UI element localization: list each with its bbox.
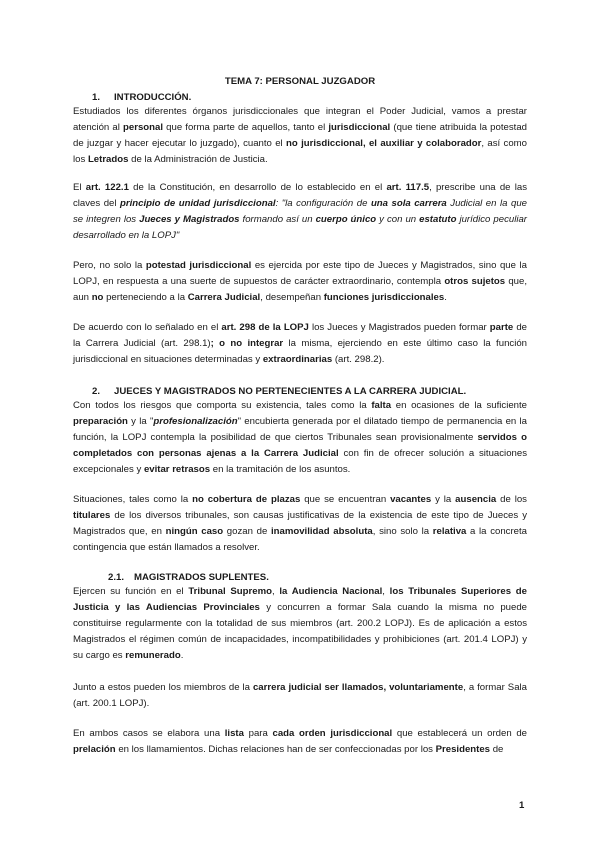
- section-title: JUECES Y MAGISTRADOS NO PERTENECIENTES A LA CARRERA JUDICIAL.: [114, 386, 467, 397]
- text-run: una sola carrera: [370, 198, 447, 209]
- text-run: y concurren a formar Sala cuando la misma no puede constituirse regularmente con la totalidad de sus miembros (art. 200.2 LOPJ). Es de aplicación a estos Magistrados el régimen común de incapacidades, incompatibilidades y prohibiciones (art. 201.4 LOPJ) y su cargo es: [73, 602, 528, 661]
- text-run: Jueces y Magistrados: [139, 214, 240, 225]
- text-run: El: [73, 182, 86, 193]
- text-run: falta: [371, 400, 392, 411]
- text-run: en ocasiones de la suficiente: [391, 400, 527, 411]
- text-run: de la Constitución, en desarrollo de lo establecido en el: [128, 182, 387, 193]
- section-title: MAGISTRADOS SUPLENTES.: [134, 572, 269, 583]
- text-run: , así como los: [73, 138, 528, 165]
- text-run: profesionalización: [153, 416, 238, 427]
- document-title: TEMA 7: PERSONAL JUZGADOR: [224, 76, 376, 87]
- text-run: jurídico peculiar desarrollado en la LOPJ": [73, 214, 527, 241]
- text-run: lista: [224, 728, 244, 739]
- text-run: que forma parte de aquellos, tanto el: [163, 122, 329, 133]
- text-run: gozan de: [223, 526, 271, 537]
- text-run: no cobertura de plazas: [192, 494, 301, 505]
- text-run: de la Carrera Judicial (art. 298.1): [73, 322, 528, 349]
- text-run: Judicial en la que se integren los: [73, 198, 527, 225]
- text-run: , prescribe una de las claves del: [73, 182, 527, 209]
- text-run: ,: [382, 586, 390, 597]
- text-run: vacantes: [390, 494, 432, 505]
- text-run: es ejercida por este tipo de Jueces y Magistrados, sino que la LOPJ, en respuesta a una suerte de supuestos de carácter extraordinario, contempla: [73, 260, 527, 287]
- text-run: funciones jurisdiccionales: [323, 292, 445, 303]
- text-run: de los diversos tribunales, son causas justificativas de la existencia de este tipo de Jueces y Magistrados que, en: [73, 510, 527, 537]
- section-number: 1.: [92, 92, 101, 103]
- text-run: de los: [496, 494, 527, 505]
- text-run: remunerado: [125, 650, 181, 661]
- text-run: Estudiados los diferentes órganos jurisdiccionales que integran el Poder Judicial, vamos a prestar atención al: [73, 106, 527, 133]
- paragraph: [73, 320, 527, 368]
- text-run: (art. 298.2).: [332, 354, 385, 365]
- text-run: otros sujetos: [444, 276, 506, 287]
- text-run: titulares: [73, 510, 111, 521]
- text-run: Junto a estos pueden los miembros de la: [73, 682, 253, 693]
- paragraph: [73, 180, 527, 244]
- text-run: art. 122.1: [85, 182, 129, 193]
- text-run: parte: [489, 322, 514, 333]
- section-heading-magistrados-suplentes: [108, 572, 269, 583]
- text-run: ; o no integrar: [210, 338, 284, 349]
- text-run: los Tribunales Superiores de Justicia y las Audiencias Provinciales: [73, 586, 527, 613]
- text-run: Tribunal Supremo: [188, 586, 272, 597]
- text-run: personal: [123, 122, 164, 133]
- section-number: 2.: [92, 386, 101, 397]
- text-run: extraordinarias: [262, 354, 333, 365]
- text-run: evitar retrasos: [143, 464, 211, 475]
- section-number: 2.1.: [108, 572, 125, 583]
- text-run: .: [180, 650, 184, 661]
- text-run: Con todos los riesgos que comporta su existencia, tales como la: [73, 400, 372, 411]
- text-run: ningún caso: [165, 526, 224, 537]
- text-run: de la Administración de Justicia.: [128, 154, 268, 165]
- text-run: cada orden jurisdiccional: [272, 728, 393, 739]
- text-run: relativa: [432, 526, 467, 537]
- text-run: con fin de ofrecer solución a situaciones excepcionales y: [73, 448, 527, 475]
- section-title: INTRODUCCIÓN.: [114, 92, 192, 103]
- text-run: en los llamamientos. Dichas relaciones han de ser confeccionadas por los: [115, 744, 436, 755]
- text-run: art. 298 de la LOPJ: [221, 322, 309, 333]
- text-run: Letrados: [87, 154, 129, 165]
- text-run: los Jueces y Magistrados pueden formar: [308, 322, 490, 333]
- text-run: Carrera Judicial: [187, 292, 261, 303]
- text-run: la Audiencia Nacional: [279, 586, 383, 597]
- text-run: Situaciones, tales como la: [73, 494, 193, 505]
- text-run: Pero, no solo la: [73, 260, 146, 271]
- text-run: estatuto: [419, 214, 457, 225]
- text-run: de: [490, 744, 504, 755]
- text-run: no: [91, 292, 104, 303]
- text-run: ,: [271, 586, 280, 597]
- text-run: a la concreta contingencia que están llamados a resolver.: [73, 526, 527, 553]
- text-run: la misma, ejerciendo en este último caso la función jurisdiccional en situaciones determinadas y: [73, 338, 527, 365]
- text-run: : ": [275, 198, 286, 209]
- text-run: la configuración de: [285, 198, 371, 209]
- page-number: 1: [519, 800, 525, 811]
- paragraph: [73, 584, 527, 664]
- text-run: carrera judicial ser llamados, voluntariamente: [252, 682, 464, 693]
- text-run: principio de unidad jurisdiccional: [120, 198, 276, 209]
- text-run: y con un: [376, 214, 420, 225]
- text-run: .: [444, 292, 447, 303]
- text-run: perteneciendo a la: [103, 292, 188, 303]
- text-run: De acuerdo con lo señalado en el: [73, 322, 222, 333]
- text-run: , a formar Sala (art. 200.1 LOPJ).: [73, 682, 527, 709]
- text-run: que, aun: [73, 276, 527, 303]
- text-run: y la: [431, 494, 456, 505]
- section-heading-introduccion: [92, 92, 191, 103]
- text-run: que establecerá un orden de: [392, 728, 527, 739]
- text-run: Presidentes: [435, 744, 491, 755]
- paragraph: [73, 258, 527, 306]
- text-run: art. 117.5: [386, 182, 430, 193]
- text-run: para: [243, 728, 273, 739]
- text-run: , desempeñan: [260, 292, 324, 303]
- text-run: En ambos casos se elabora una: [73, 728, 225, 739]
- text-run: que se encuentran: [300, 494, 391, 505]
- paragraph: [73, 680, 527, 712]
- text-run: " encubierta generada por el dilatado tiempo de permanencia en la función, la LOPJ contempla la posibilidad de que ciertos Tribunales sean provisionalmente: [73, 416, 528, 443]
- text-run: cuerpo único: [315, 214, 377, 225]
- text-run: en la tramitación de los asuntos.: [210, 464, 351, 475]
- text-run: y la ": [127, 416, 154, 427]
- paragraph: [73, 726, 527, 758]
- paragraph: [73, 398, 527, 478]
- text-run: potestad jurisdiccional: [145, 260, 252, 271]
- paragraph: [73, 104, 527, 168]
- text-run: Ejercen su función en el: [73, 586, 189, 597]
- text-run: inamovilidad absoluta: [270, 526, 373, 537]
- text-run: prelación: [73, 744, 116, 755]
- text-run: preparación: [73, 416, 128, 427]
- text-run: (que tiene atribuida la potestad de juzgar y hacer ejecutar lo juzgado), cuanto el: [73, 122, 527, 149]
- text-run: ausencia: [455, 494, 497, 505]
- text-run: servidos o completados con personas ajenas a la Carrera Judicial: [73, 432, 527, 459]
- section-heading-jueces: [92, 386, 466, 397]
- text-run: jurisdiccional: [328, 122, 391, 133]
- paragraph: [73, 492, 527, 556]
- text-run: no jurisdiccional, el auxiliar y colaborador: [286, 138, 482, 149]
- text-run: formando así un: [239, 214, 316, 225]
- text-run: , sino solo la: [372, 526, 433, 537]
